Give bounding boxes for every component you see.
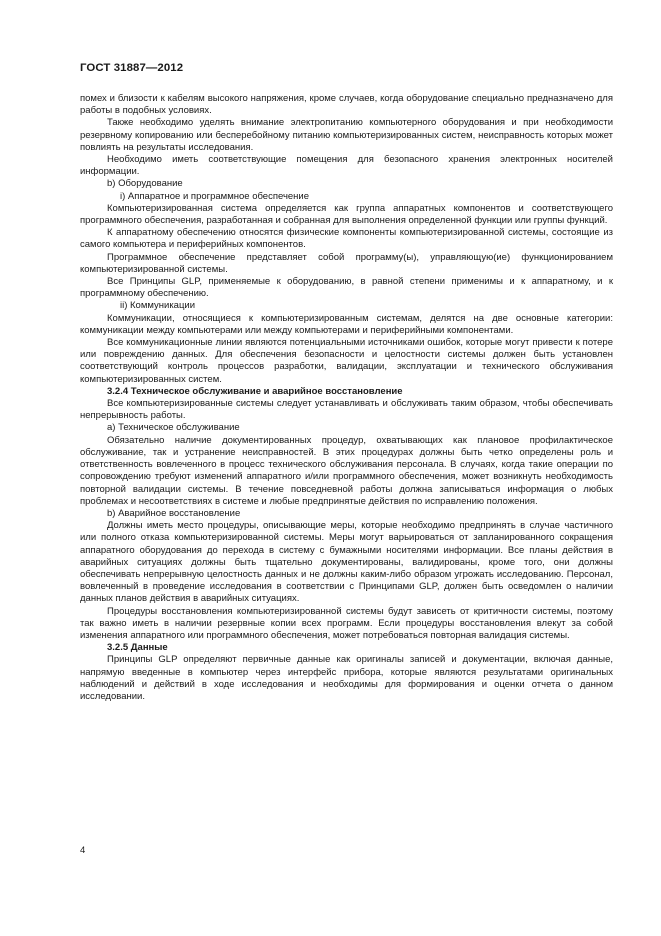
section-heading: 3.2.4 Техническое обслуживание и аварийное восстановление [107, 385, 403, 397]
paragraph: Все компьютеризированные системы следует устанавливать и обслуживать таким образом, чтобы обеспечивать непрерывность работы. [80, 398, 613, 422]
paragraph: Компьютеризированная система определяется как группа аппаратных компонентов и соответствующего программного обеспечения, разработанная и собранная для выполнения определенной функции или группы функций. [80, 202, 613, 227]
paragraph: Все Принципы GLP, применяемые к оборудованию, в равной степени применимы и к аппаратному, и к программному обеспечению. [80, 276, 613, 300]
paragraph: Принципы GLP определяют первичные данные как оригиналы записей и документации, включая данные, напрямую введенные в компьютер через интерфейс прибора, которые являются результатами оригинальных наблюдений и действий в ходе исследования и необходимы для формирования и оценки отчета о данном исследовании. [80, 654, 613, 702]
paragraph: Все коммуникационные линии являются потенциальными источниками ошибок, которые могут привести к потере или повреждению данных. Для обеспечения безопасности и целостности системы должен быть установлен соответствующий контроль процессов разработки, валидации, эксплуатации и технического обслуживания компьютеризированных систем. [80, 337, 613, 385]
paragraph: Программное обеспечение представляет собой программу(ы), управляющую(ие) функционированием компьютеризированной системы. [80, 251, 613, 275]
document-header: ГОСТ 31887—2012 [80, 62, 184, 74]
list-item: a) Техническое обслуживание [107, 422, 240, 434]
paragraph: Процедуры восстановления компьютеризированной системы будут зависеть от критичности системы, поэтому так важно иметь в наличии резервные копии всех программ. Если процедуры восстановления влекут за собой изменения аппаратного или программного обеспечения, может потребоваться повторная валидация системы. [80, 605, 613, 641]
document-body [80, 93, 613, 703]
paragraph: помех и близости к кабелям высокого напряжения, кроме случаев, когда оборудование специально предназначено для работы в подобных условиях. [80, 93, 613, 117]
list-item: i) Аппаратное и программное обеспечение [120, 190, 310, 202]
paragraph: Должны иметь место процедуры, описывающие меры, которые необходимо предпринять в случае частичного или полного отказа компьютеризированной системы. Меры могут варьироваться от запланированного сокращения аппаратного оборудования до перехода в систему с бумажными носителями информации. Все планы действия в аварийных ситуациях должны быть тщательно документированы, валидированы, кроме того, они должны обеспечивать непрерывную целостность данных и не должны каким-либо образом угрожать исследованию. Персонал, вовлеченный в проведение исследования в соответствии с Принципами GLP, должен быть осведомлен о наличии данных планов действия в аварийных ситуациях. [80, 520, 613, 605]
paragraph: К аппаратному обеспечению относятся физические компоненты компьютеризированной системы, состоящие из самого компьютера и периферийных компонентов. [80, 227, 613, 251]
list-item: b) Оборудование [107, 178, 183, 190]
paragraph: Обязательно наличие документированных процедур, охватывающих как плановое профилактическое обслуживание, так и устранение неисправностей. В этих процедурах должны быть четко определены роль и ответственность вовлеченного в процесс технического обслуживания персонала. В случаях, когда такие операции по сопровождению требуют изменений аппаратного и/или программного обеспечения, может возникнуть необходимость повторной валидации системы. В течение повседневной работы должна записываться информация о любых проблемах и несоответствиях в системе и любые предпринятые действия по исправлению положения. [80, 434, 613, 507]
section-heading: 3.2.5 Данные [107, 642, 168, 654]
list-item: ii) Коммуникации [120, 300, 196, 312]
paragraph: Также необходимо уделять внимание электропитанию компьютерного оборудования и при необходимости резервному копированию или бесперебойному питанию компьютеризированных систем, неисправность которых может повлиять на результаты исследования. [80, 117, 613, 153]
list-item: b) Аварийное восстановление [107, 507, 241, 519]
paragraph: Необходимо иметь соответствующие помещения для безопасного хранения электронных носителей информации. [80, 154, 613, 178]
paragraph: Коммуникации, относящиеся к компьютеризированным системам, делятся на две основные категории: коммуникации между компьютерами или между компьютерами и периферийными компонентами. [80, 312, 613, 336]
page-number: 4 [80, 845, 86, 856]
